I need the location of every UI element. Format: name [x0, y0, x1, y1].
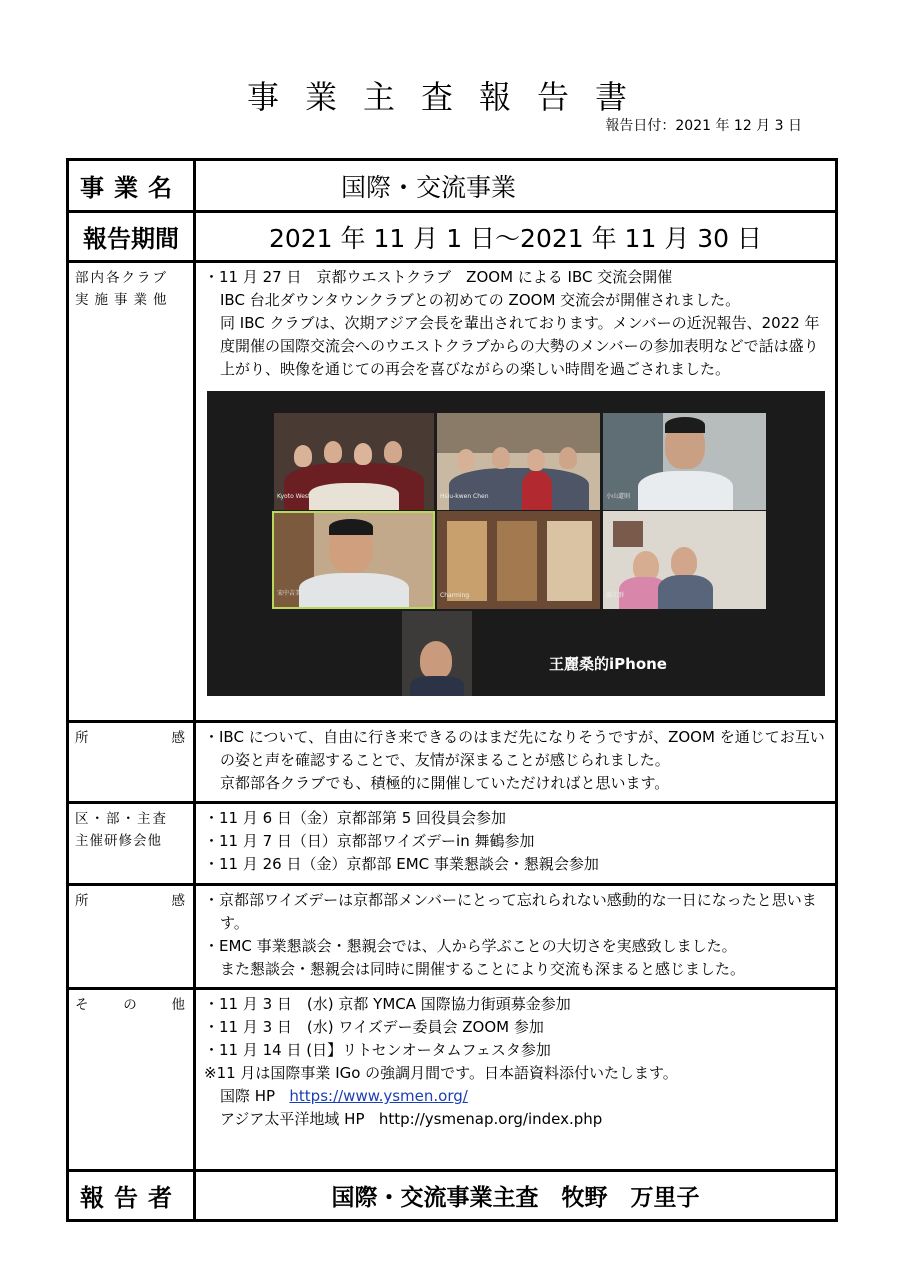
- zoom-tile: [437, 511, 600, 609]
- intl-hp-label: 国際 HP: [220, 1087, 276, 1105]
- impression-label-char: 感: [171, 730, 187, 746]
- zoom-tile-name: Kyoto West: [277, 493, 311, 500]
- report-form: [66, 158, 838, 1222]
- intl-hp-line: [204, 1085, 827, 1108]
- impression-2-content: [195, 885, 837, 989]
- club-events-content: [195, 262, 837, 722]
- asia-hp-line: [204, 1108, 827, 1131]
- impression-2-label: [68, 885, 195, 989]
- club-event-text: 同 IBC クラブは、次期アジア会長を輩出されております。メンバーの近況報告、2022 年度開催の国際交流会へのウエストクラブからの大勢のメンバーの参加表明などで話は盛り上がり、映像を通じての再会を喜びながらの楽しい時間を過ごされました。: [220, 314, 820, 378]
- other-item: ・11 月 14 日 (日】リトセンオータムフェスタ参加: [204, 1041, 551, 1059]
- other-note: ※11 月は国際事業 IGo の強調月間です。日本語資料添付いたします。: [204, 1064, 678, 1082]
- business-name-value: 国際・交流事業: [195, 160, 837, 212]
- zoom-tile-name: Charming: [440, 592, 470, 599]
- club-event-text: IBC 台北ダウンタウンクラブとの初めての ZOOM 交流会が開催されました。: [220, 291, 741, 309]
- district-events-content: [195, 803, 837, 885]
- impression-label-char: 感: [171, 893, 187, 909]
- reporter-label: 報告者: [68, 1171, 195, 1221]
- district-label-line1: 区・部・主査: [75, 811, 168, 827]
- club-event-item: ・11 月 27 日 京都ウエストクラブ ZOOM による IBC 交流会開催: [204, 268, 673, 286]
- impression-1-content: [195, 722, 837, 803]
- club-events-label-line2: 実施事業他: [75, 292, 173, 308]
- other-label-char: の: [123, 997, 139, 1013]
- other-item: ・11 月 3 日 (水) ワイズデー委員会 ZOOM 参加: [204, 1018, 544, 1036]
- other-content: [195, 989, 837, 1171]
- reporter-value: 国際・交流事業主査 牧野 万里子: [195, 1171, 837, 1221]
- zoom-tile: [272, 511, 435, 609]
- period-label: 報告期間: [68, 212, 195, 262]
- zoom-tile-name: Hsiu-kwen Chen: [440, 493, 489, 500]
- district-events-label: [68, 803, 195, 885]
- zoom-tile: [274, 413, 434, 510]
- zoom-tile-name: 宋中吉美: [277, 590, 302, 597]
- zoom-tile-name: 小山道則: [606, 493, 631, 500]
- period-value: 2021 年 11 月 1 日～2021 年 11 月 30 日: [195, 212, 837, 262]
- other-label-char: 他: [171, 997, 187, 1013]
- business-name-label: 事業名: [68, 160, 195, 212]
- zoom-tile-name: 羅江群: [606, 592, 625, 599]
- impression-label-char: 所: [75, 730, 91, 746]
- zoom-meeting-photo: [207, 391, 825, 696]
- district-event-item: ・11 月 7 日（日）京都部ワイズデーin 舞鶴参加: [204, 832, 535, 850]
- impression-text: また懇談会・懇親会は同時に開催することにより交流も深まると感じました。: [220, 960, 746, 978]
- district-event-item: ・11 月 6 日（金）京都部第 5 回役員会参加: [204, 809, 507, 827]
- zoom-tile: [603, 413, 766, 510]
- impression-text: ・IBC について、自由に行き来できるのはまだ先になりそうですが、ZOOM を通じてお互いの姿と声を確認することで、友情が深まることが感じられました。: [204, 728, 825, 769]
- impression-text: ・京都部ワイズデーは京都部メンバーにとって忘れられない感動的な一日になったと思います。: [204, 891, 817, 932]
- asia-hp-url: http://ysmenap.org/index.php: [378, 1110, 603, 1128]
- impression-label-char: 所: [75, 893, 91, 909]
- zoom-tile: [402, 611, 472, 696]
- other-label-char: そ: [75, 997, 91, 1013]
- club-events-label-line1: 部内各クラブ: [75, 270, 168, 286]
- club-events-label: [68, 262, 195, 722]
- asia-hp-label: アジア太平洋地域 HP: [220, 1110, 365, 1128]
- page-title: 事業主査報告書: [246, 78, 653, 116]
- impression-text: 京都部各クラブでも、積極的に開催していただければと思います。: [220, 774, 670, 792]
- other-item: ・11 月 3 日 (水) 京都 YMCA 国際協力街頭募金参加: [204, 995, 571, 1013]
- zoom-tile: [603, 511, 766, 609]
- zoom-tile: [437, 413, 600, 510]
- district-event-item: ・11 月 26 日（金）京都部 EMC 事業懇談会・懇親会参加: [204, 855, 599, 873]
- other-label: [68, 989, 195, 1171]
- impression-1-label: [68, 722, 195, 803]
- intl-hp-link[interactable]: https://www.ysmen.org/: [289, 1087, 468, 1105]
- impression-text: ・EMC 事業懇談会・懇親会では、人から学ぶことの大切さを実感致しました。: [204, 937, 737, 955]
- district-label-line2: 主催研修会他: [75, 833, 162, 849]
- zoom-iphone-label: 王麗桑的iPhone: [549, 655, 667, 673]
- report-date: 報告日付：2021 年 12 月 3 日: [605, 118, 802, 134]
